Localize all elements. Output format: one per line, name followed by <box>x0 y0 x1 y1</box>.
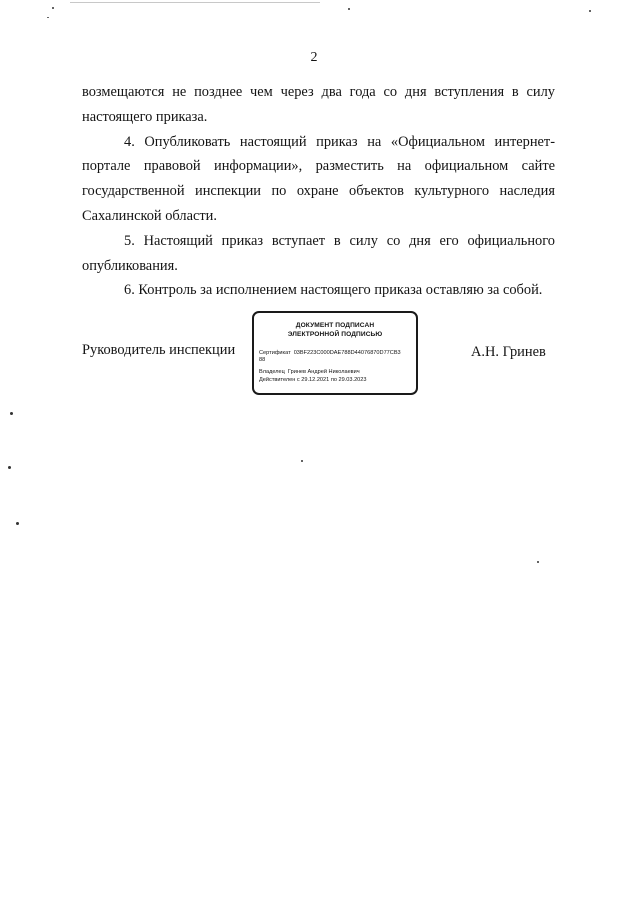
paragraph-item-6 <box>82 278 555 303</box>
text-line: портале правовой информации», разместить на официальном сайте <box>82 158 555 175</box>
electronic-signature-stamp <box>252 311 418 395</box>
stamp-certificate-row <box>259 350 415 357</box>
scan-speck <box>8 466 11 469</box>
scan-speck <box>16 522 19 525</box>
signer-name: А.Н. Гринев <box>471 344 546 360</box>
stamp-owner-label: Владелец <box>259 369 285 375</box>
text-line: государственной инспекции по охране объектов культурного наследия <box>82 183 555 200</box>
stamp-certificate-value: 03BF223C000DAE788D44076870D77CB3 <box>293 350 401 356</box>
paragraph-continuation <box>82 80 555 130</box>
stamp-validity-row: Действителен с 29.12.2021 по 29.03.2023 <box>259 377 367 383</box>
stamp-certificate-label: Сертификат <box>259 350 291 356</box>
text-line: опубликования. <box>82 257 178 274</box>
stamp-owner-row <box>259 369 415 376</box>
text-line: 5. Настоящий приказ вступает в силу со дня его официального <box>124 232 555 249</box>
paragraph-item-4 <box>82 130 555 229</box>
top-edge-line <box>70 2 320 3</box>
scan-speck <box>589 10 591 12</box>
page-number: 2 <box>310 50 318 65</box>
stamp-certificate-row-cont <box>259 357 415 364</box>
stamp-heading-line: ДОКУМЕНТ ПОДПИСАН <box>295 322 375 329</box>
paragraph-item-5 <box>82 229 555 279</box>
text-line: 4. Опубликовать настоящий приказ на «Официальном интернет- <box>124 133 555 150</box>
text-line: возмещаются не позднее чем через два года со дня вступления в силу <box>82 84 555 100</box>
stamp-heading-line: ЭЛЕКТРОННОЙ ПОДПИСЬЮ <box>287 330 383 338</box>
scan-speck <box>47 17 49 18</box>
stamp-certificate-value-cont: 88 <box>259 357 266 363</box>
scan-speck <box>348 8 350 10</box>
text-line: Сахалинской области. <box>82 207 217 224</box>
text-line: настоящего приказа. <box>82 108 208 125</box>
scan-speck <box>301 460 303 462</box>
order-body <box>82 80 555 303</box>
signer-position: Руководитель инспекции <box>82 342 236 358</box>
text-line: 6. Контроль за исполнением настоящего приказа оставляю за собой. <box>124 282 543 299</box>
stamp-heading <box>254 322 416 339</box>
scan-speck <box>10 412 13 415</box>
stamp-owner-value: Гринев Андрей Николаевич <box>287 369 360 375</box>
scan-speck <box>537 561 539 563</box>
scan-speck <box>52 7 54 9</box>
